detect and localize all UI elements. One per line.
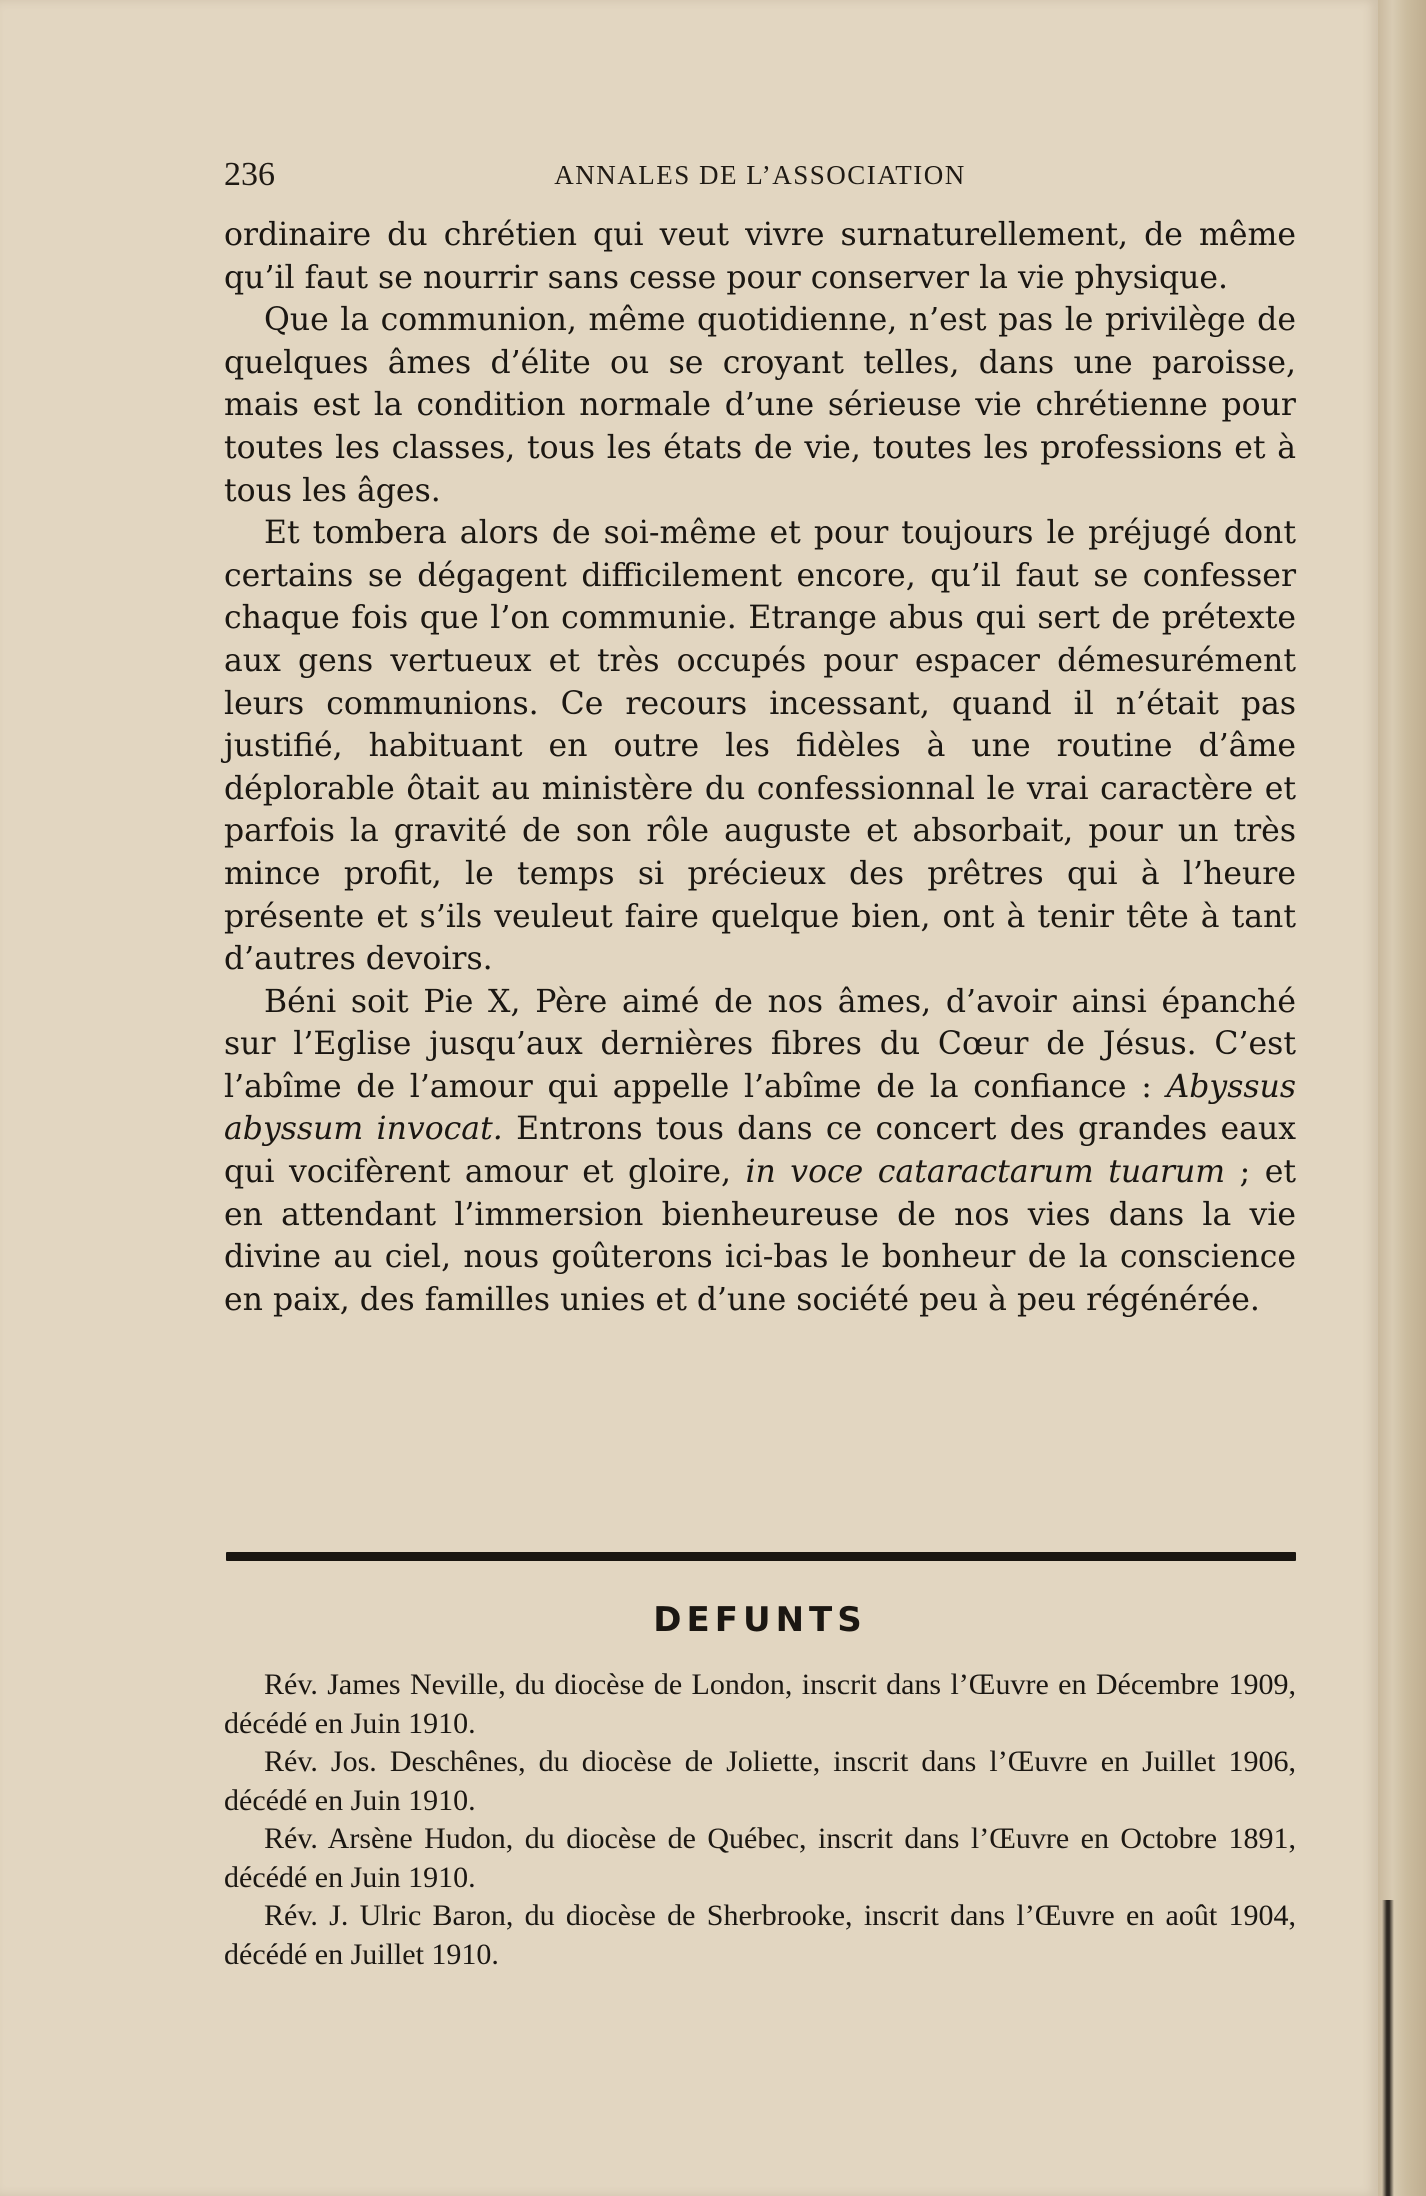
running-head xyxy=(224,156,1296,196)
defunts-list xyxy=(224,1666,1296,1974)
section-divider xyxy=(226,1552,1296,1561)
paragraph-4-part-a: Béni soit Pie X, Père aimé de nos âmes, d’avoir ainsi épanché sur l’Eglise jusqu’aux dernières fibres du Cœur de Jésus. C’est l’abîme de l’amour qui appelle l’abîme de la confiance : xyxy=(224,983,1296,1105)
paragraph-4-part-c: ; et en attendant l’immersion bienheureuse de nos vies dans la vie divine au ciel, nous goûterons ici-bas le bonheur de la conscience en paix, des familles unies et d’une société peu à peu régénérée. xyxy=(224,1154,1296,1318)
obituary-entry: Rév. James Neville, du diocèse de London, inscrit dans l’Œuvre en Décembre 1909, décédé en Juin 1910. xyxy=(224,1668,1296,1740)
obituary-entry: Rév. Arsène Hudon, du diocèse de Québec, inscrit dans l’Œuvre en Octobre 1891, décédé en Juin 1910. xyxy=(224,1822,1296,1894)
paragraph-1: ordinaire du chrétien qui veut vivre surnaturellement, de même qu’il faut se nourrir sans cesse pour conserver la vie physique. xyxy=(224,217,1296,296)
obituary-entry: Rév. Jos. Deschênes, du diocèse de Joliette, inscrit dans l’Œuvre en Juillet 1906, décédé en Juin 1910. xyxy=(224,1745,1296,1817)
body-text xyxy=(224,214,1296,1321)
page-edge xyxy=(1378,0,1426,2196)
latin-quote-1: Abyssus abyssum invocat. xyxy=(224,1068,1296,1148)
paragraph-4 xyxy=(224,981,1296,1322)
defunts-heading: DEFUNTS xyxy=(653,1600,867,1640)
latin-quote-2: in voce cataractarum tuarum xyxy=(745,1154,1226,1191)
paragraph-3: Et tombera alors de soi-même et pour toujours le préjugé dont certains se dégagent difficilement encore, qu’il faut se confesser chaque fois que l’on communie. Etrange abus qui sert de prétexte aux gens vertueux et très occupés pour espacer démesurément leurs communions. Ce recours incessant, quand il n’était pas justifié, habituant en outre les fidèles à une routine d’âme déplorable ôtait au ministère du confessionnal le vrai caractère et parfois la gravité de son rôle auguste et absorbait, pour un très mince profit, le temps si précieux des prêtres qui à l’heure présente et s’ils veuleut faire quelque bien, ont à tenir tête à tant d’autres devoirs. xyxy=(224,515,1296,978)
running-title: ANNALES DE L’ASSOCIATION xyxy=(554,160,966,190)
obituary-entry: Rév. J. Ulric Baron, du diocèse de Sherbrooke, inscrit dans l’Œuvre en août 1904, décédé en Juillet 1910. xyxy=(224,1899,1296,1971)
paragraph-2: Que la communion, même quotidienne, n’est pas le privilège de quelques âmes d’élite ou se croyant telles, dans une paroisse, mais est la condition normale d’une sérieuse vie chrétienne pour toutes les classes, tous les états de vie, toutes les professions et à tous les âges. xyxy=(224,302,1296,509)
paragraph-4-part-b: Entrons tous dans ce concert des grandes eaux qui vocifèrent amour et gloire, xyxy=(224,1111,1297,1191)
page-number: 236 xyxy=(224,156,275,193)
binding-shadow xyxy=(1382,1900,1394,2196)
